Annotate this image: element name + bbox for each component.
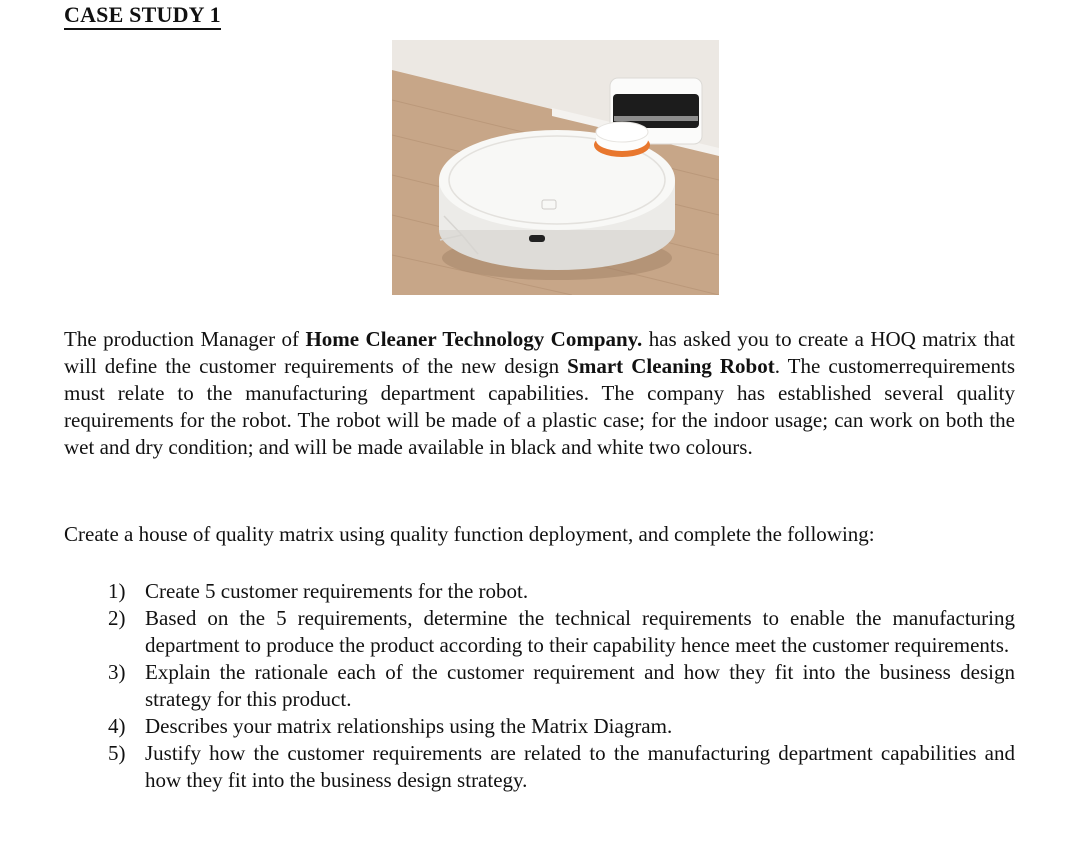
intro-paragraph (64, 326, 1015, 461)
case-study-title: CASE STUDY 1 (64, 2, 221, 30)
task-item (108, 578, 1015, 605)
task-item (108, 659, 1015, 713)
robot-vacuum-photo (392, 40, 719, 295)
intro-text-1: The production Manager of (64, 327, 306, 351)
task-number: 5) (108, 741, 126, 765)
task-text: Create 5 customer requirements for the robot. (145, 579, 529, 603)
intro-text-2: has asked you to create a HOQ matrix that will define the customer requirements of the new design (64, 327, 1015, 378)
task-item (108, 605, 1015, 659)
task-text: Describes your matrix relationships using the Matrix Diagram. (145, 714, 673, 738)
instruction-text: Create a house of quality matrix using quality function deployment, and complete the following: (64, 522, 875, 546)
task-number: 2) (108, 606, 126, 630)
task-text: Based on the 5 requirements, determine the technical requirements to enable the manufacturing department to produce the product according to their capability hence meet the customer requirements. (145, 606, 1015, 657)
task-text: Explain the rationale each of the customer requirement and how they fit into the business design strategy for this product. (145, 660, 1015, 711)
company-name: Home Cleaner Technology Company. (305, 327, 643, 351)
task-text: Justify how the customer requirements are related to the manufacturing department capabilities and how they fit into the business design strategy. (145, 741, 1015, 792)
task-number: 4) (108, 714, 126, 738)
task-number: 1) (108, 579, 126, 603)
task-number: 3) (108, 660, 126, 684)
task-item (108, 740, 1015, 794)
product-name: Smart Cleaning Robot (567, 354, 775, 378)
task-item (108, 713, 1015, 740)
task-list (108, 578, 1015, 794)
intro-text-3: . The customerrequirements must relate to the manufacturing department capabilities. The company has established several quality requirements for the robot. The robot will be made of a plastic case; for the indoor usage; can work on both the wet and dry condition; and will be made available in black and white two colours. (64, 354, 1016, 459)
